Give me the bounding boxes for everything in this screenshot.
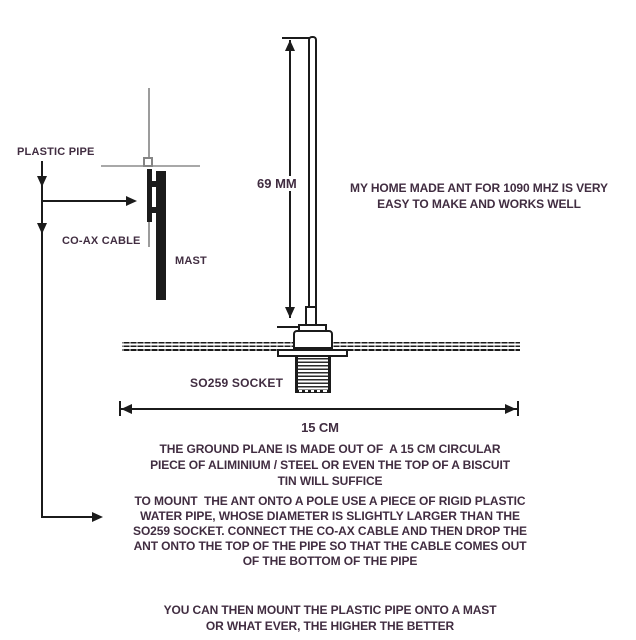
- sketch-plastic-pipe: [147, 169, 152, 222]
- sketch-antenna-whip: [148, 88, 150, 160]
- arrow-down-icon: [37, 176, 47, 187]
- mounting-note-line: WATER PIPE, WHOSE DIAMETER IS SLIGHTLY LARGER THAN THE: [140, 509, 520, 523]
- socket-flange: [277, 349, 348, 357]
- ground-plane-note-line: TIN WILL SUFFICE: [277, 474, 383, 488]
- sketch-mast: [156, 171, 166, 300]
- element-length-label: 69 MM: [254, 176, 300, 191]
- coax-cable-label: CO-AX CABLE: [62, 235, 141, 247]
- arrow-down-icon: [37, 223, 47, 234]
- guide-line-vertical: [41, 161, 43, 518]
- mast-tip-note: [120, 602, 540, 634]
- mast-tip-note-line: OR WHAT EVER, THE HIGHER THE BETTER: [205, 619, 455, 633]
- dimension-line-15cm: [121, 408, 517, 410]
- arrow-up-icon: [285, 40, 295, 51]
- dimension-tick-top: [282, 37, 310, 39]
- ground-plane-note: [100, 441, 560, 489]
- antenna-element: [308, 36, 317, 308]
- socket-body: [293, 330, 333, 349]
- arrow-left-icon: [121, 404, 132, 414]
- mast-label: MAST: [175, 255, 207, 267]
- socket-neck: [305, 306, 317, 326]
- ground-plane-note-line: THE GROUND PLANE IS MADE OUT OF A 15 CM CIRCULAR: [159, 442, 501, 456]
- title-note: [338, 180, 620, 212]
- socket-threaded-barrel: [295, 356, 331, 393]
- mounting-note-line: OF THE BOTTOM OF THE PIPE: [242, 554, 418, 568]
- title-note-line: EASY TO MAKE AND WORKS WELL: [377, 197, 581, 211]
- mounting-note-line: ANT ONTO THE TOP OF THE PIPE SO THAT THE CABLE COMES OUT: [133, 539, 527, 553]
- ground-plane-width-label: 15 CM: [301, 420, 339, 435]
- so259-socket-label: SO259 SOCKET: [190, 376, 284, 390]
- plastic-pipe-label: PLASTIC PIPE: [17, 146, 95, 158]
- mounting-note-line: SO259 SOCKET. CONNECT THE CO-AX CABLE AND THEN DROP THE: [133, 524, 527, 538]
- mounting-note-line: TO MOUNT THE ANT ONTO A POLE USE A PIECE OF RIGID PLASTIC: [134, 494, 526, 508]
- mounting-note: [70, 494, 590, 569]
- mast-tip-note-line: YOU CAN THEN MOUNT THE PLASTIC PIPE ONTO A MAST: [163, 603, 497, 617]
- sketch-connector: [143, 157, 153, 167]
- arrow-right-icon: [505, 404, 516, 414]
- title-note-line: MY HOME MADE ANT FOR 1090 MHZ IS VERY: [350, 181, 608, 195]
- sketch-coax-tail: [148, 222, 150, 247]
- arrow-down-icon: [285, 307, 295, 318]
- ground-plane-note-line: PIECE OF ALIMINIUM / STEEL OR EVEN THE TOP OF A BISCUIT: [150, 458, 510, 472]
- guide-line-to-sketch: [43, 200, 126, 202]
- arrow-right-icon: [126, 196, 137, 206]
- dimension-tick-right: [517, 401, 519, 416]
